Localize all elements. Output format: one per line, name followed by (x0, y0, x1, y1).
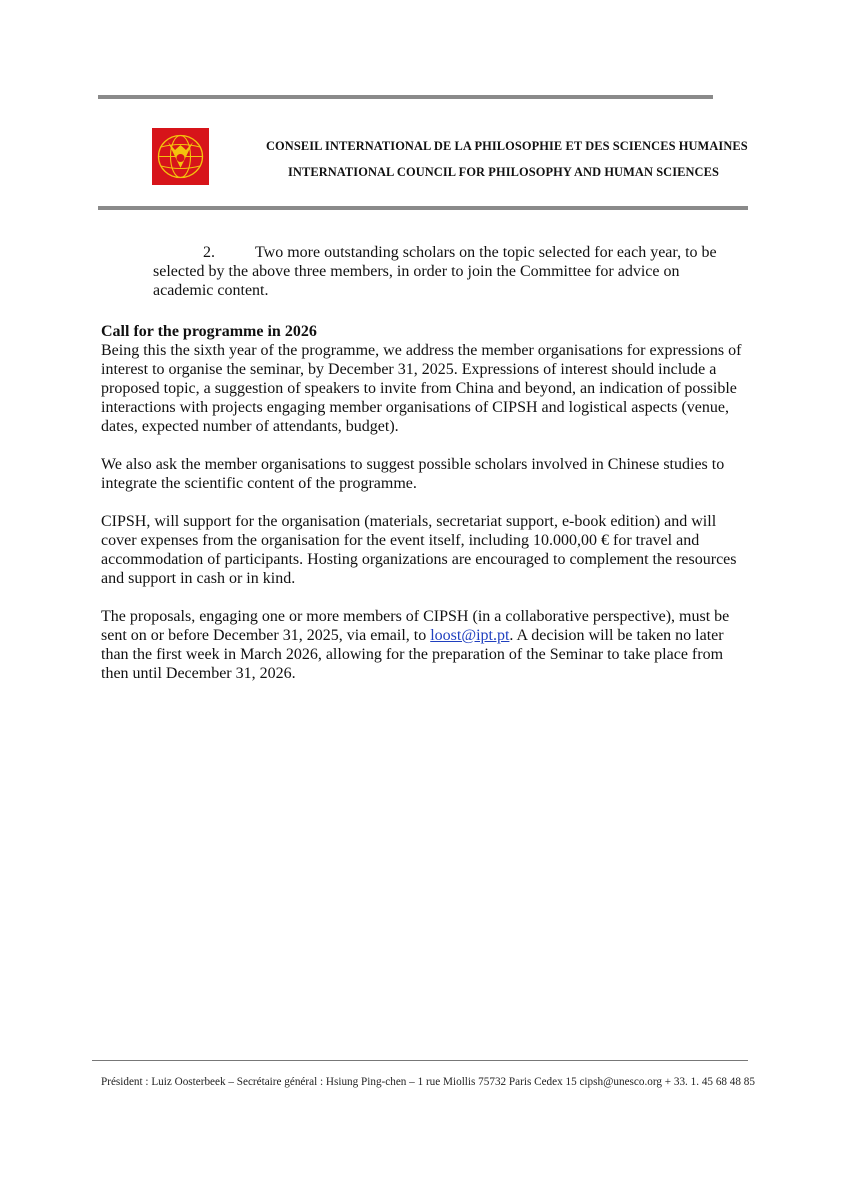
footer-contact: Président : Luiz Oosterbeek – Secrétaire général : Hsiung Ping-chen – 1 rue Miollis 75732 Paris Cedex 15 cipsh@unesco.org + 33. 1. 45 68 48 85 (101, 1076, 755, 1088)
list-item-line-2: selected by the above three members, in order to join the Committee for advice on (153, 263, 680, 280)
paragraph-proposals (101, 607, 753, 683)
paragraph-text-before-email: The proposals, engaging one or more members of CIPSH (in a collaborative perspective), must be sent on or before December 31, 2025, via email, to (101, 608, 730, 644)
header-bottom-rule (98, 206, 748, 210)
list-item-line-3: academic content. (153, 282, 269, 299)
org-name-english: INTERNATIONAL COUNCIL FOR PHILOSOPHY AND HUMAN SCIENCES (288, 165, 719, 179)
paragraph-scholars (101, 455, 753, 493)
header-top-rule (98, 95, 713, 99)
paragraph-text: Being this the sixth year of the programme, we address the member organisations for expressions of interest to organise the seminar, by December 31, 2025. Expressions of interest should include a proposed topic, a suggestion of speakers to invite from China and beyond, an indication of possible interactions with projects engaging member organisations of CIPSH and logistical aspects (venue, dates, expected number of attendants, budget). (101, 342, 742, 435)
footer-rule (92, 1060, 748, 1061)
org-name-french: CONSEIL INTERNATIONAL DE LA PHILOSOPHIE ET DES SCIENCES HUMAINES (266, 139, 748, 153)
paragraph-text: We also ask the member organisations to suggest possible scholars involved in Chinese studies to integrate the scientific content of the programme. (101, 456, 725, 492)
paragraph-expressions-of-interest (101, 341, 753, 436)
list-item-line-1: Two more outstanding scholars on the topic selected for each year, to be (255, 244, 717, 261)
section-title: Call for the programme in 2026 (101, 323, 317, 340)
list-item-2 (153, 243, 753, 300)
email-link[interactable]: loost@ipt.pt (430, 627, 510, 644)
paragraph-support (101, 512, 753, 588)
cipsh-logo-icon (152, 128, 209, 185)
paragraph-text: CIPSH, will support for the organisation (materials, secretariat support, e-book edition) and will cover expenses from the organisation for the event itself, including 10.000,00 € for travel and accommodation of participants. Hosting organizations are encouraged to complement the resources and support in cash or in kind. (101, 513, 737, 587)
list-item-number: 2. (203, 244, 215, 261)
paragraph-text-after-email: . A decision will be taken no later than the first week in March 2026, allowing for the preparation of the Seminar to take place from then until December 31, 2026. (101, 627, 724, 682)
